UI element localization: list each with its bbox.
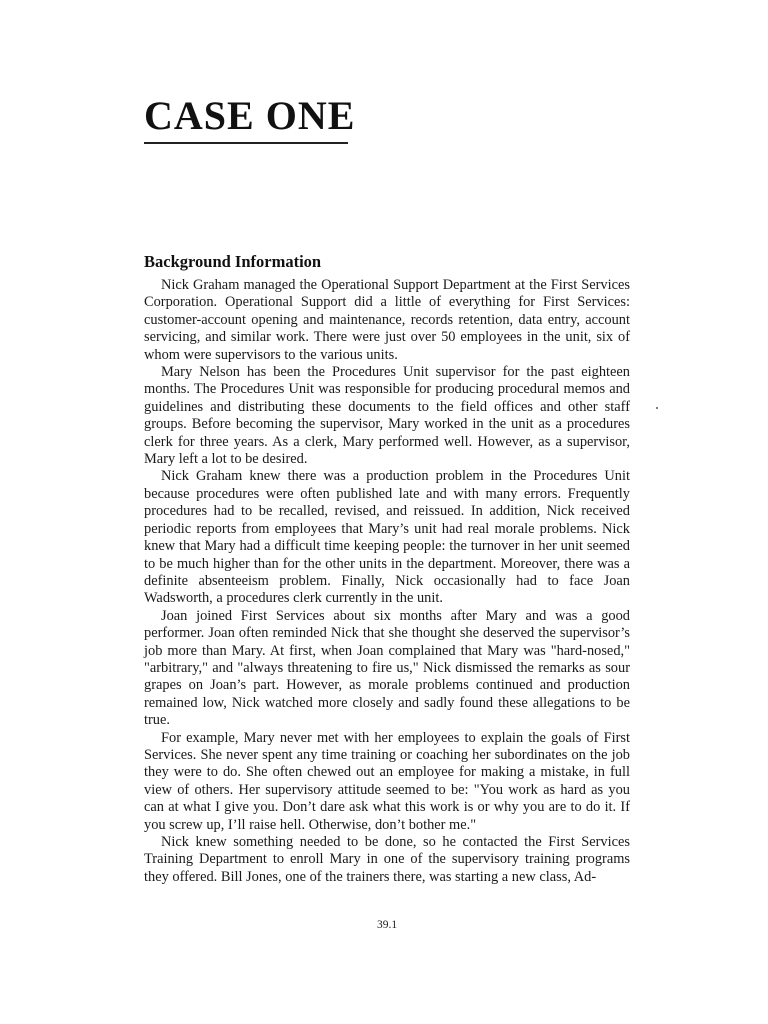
body-text [144,277,630,886]
title-underline-rule [144,142,348,144]
document-page [144,0,630,1024]
section-heading: Background Information [144,252,322,271]
paragraph: Nick Graham managed the Operational Support Department at the First Services Corporation. Operational Support did a little of everything for First Services: customer-account opening and maintenance, records retention, data entry, account servicing, and similar work. There were just over 50 employees in the unit, six of whom were supervisors to the various units. [144,277,630,363]
paragraph: Mary Nelson has been the Procedures Unit supervisor for the past eighteen months. The Procedures Unit was responsible for producing procedural memos and guidelines and distributing these documents to the field offices and other staff groups. Before becoming the supervisor, Mary worked in the unit as a procedures clerk for three years. As a clerk, Mary performed well. However, as a supervisor, Mary left a lot to be desired. [144,364,630,468]
paragraph: Nick knew something needed to be done, so he contacted the First Services Training Department to enroll Mary in one of the supervisory training programs they offered. Bill Jones, one of the trainers there, was starting a new class, Ad- [144,834,630,885]
paragraph: Nick Graham knew there was a production problem in the Procedures Unit because procedures were often published late and with many errors. Frequently procedures had to be recalled, revised, and reissued. In addition, Nick received periodic reports from employees that Mary’s unit had real morale problems. Nick knew that Mary had a difficult time keeping people: the turnover in her unit seemed to be much higher than for the other units in the department. Moreover, there was a definite absenteeism problem. Finally, Nick occasionally had to face Joan Wadsworth, a procedures clerk currently in the unit. [144,468,630,607]
paragraph: Joan joined First Services about six months after Mary and was a good performer. Joan often reminded Nick that she thought she deserved the supervisor’s job more than Mary. At first, when Joan complained that Mary was "hard-nosed," "arbitrary," and "always threatening to fire us," Nick dismissed the remarks as sour grapes on Joan’s part. However, as morale problems continued and production remained low, Nick watched more closely and sadly found these allegations to be true. [144,607,630,729]
scan-speck [656,407,658,409]
paragraph: For example, Mary never met with her employees to explain the goals of First Services. She never spent any time training or coaching her subordinates on the job they were to do. She often chewed out an employee for making a mistake, in full view of others. Her supervisory attitude seemed to be: "You work as hard as you can at what I give you. Don’t dare ask what this work is or why you are to do it. If you screw up, I’ll raise hell. Otherwise, don’t bother me." [144,729,630,833]
chapter-title: CASE ONE [144,93,356,138]
page-number: 39.1 [376,919,398,931]
